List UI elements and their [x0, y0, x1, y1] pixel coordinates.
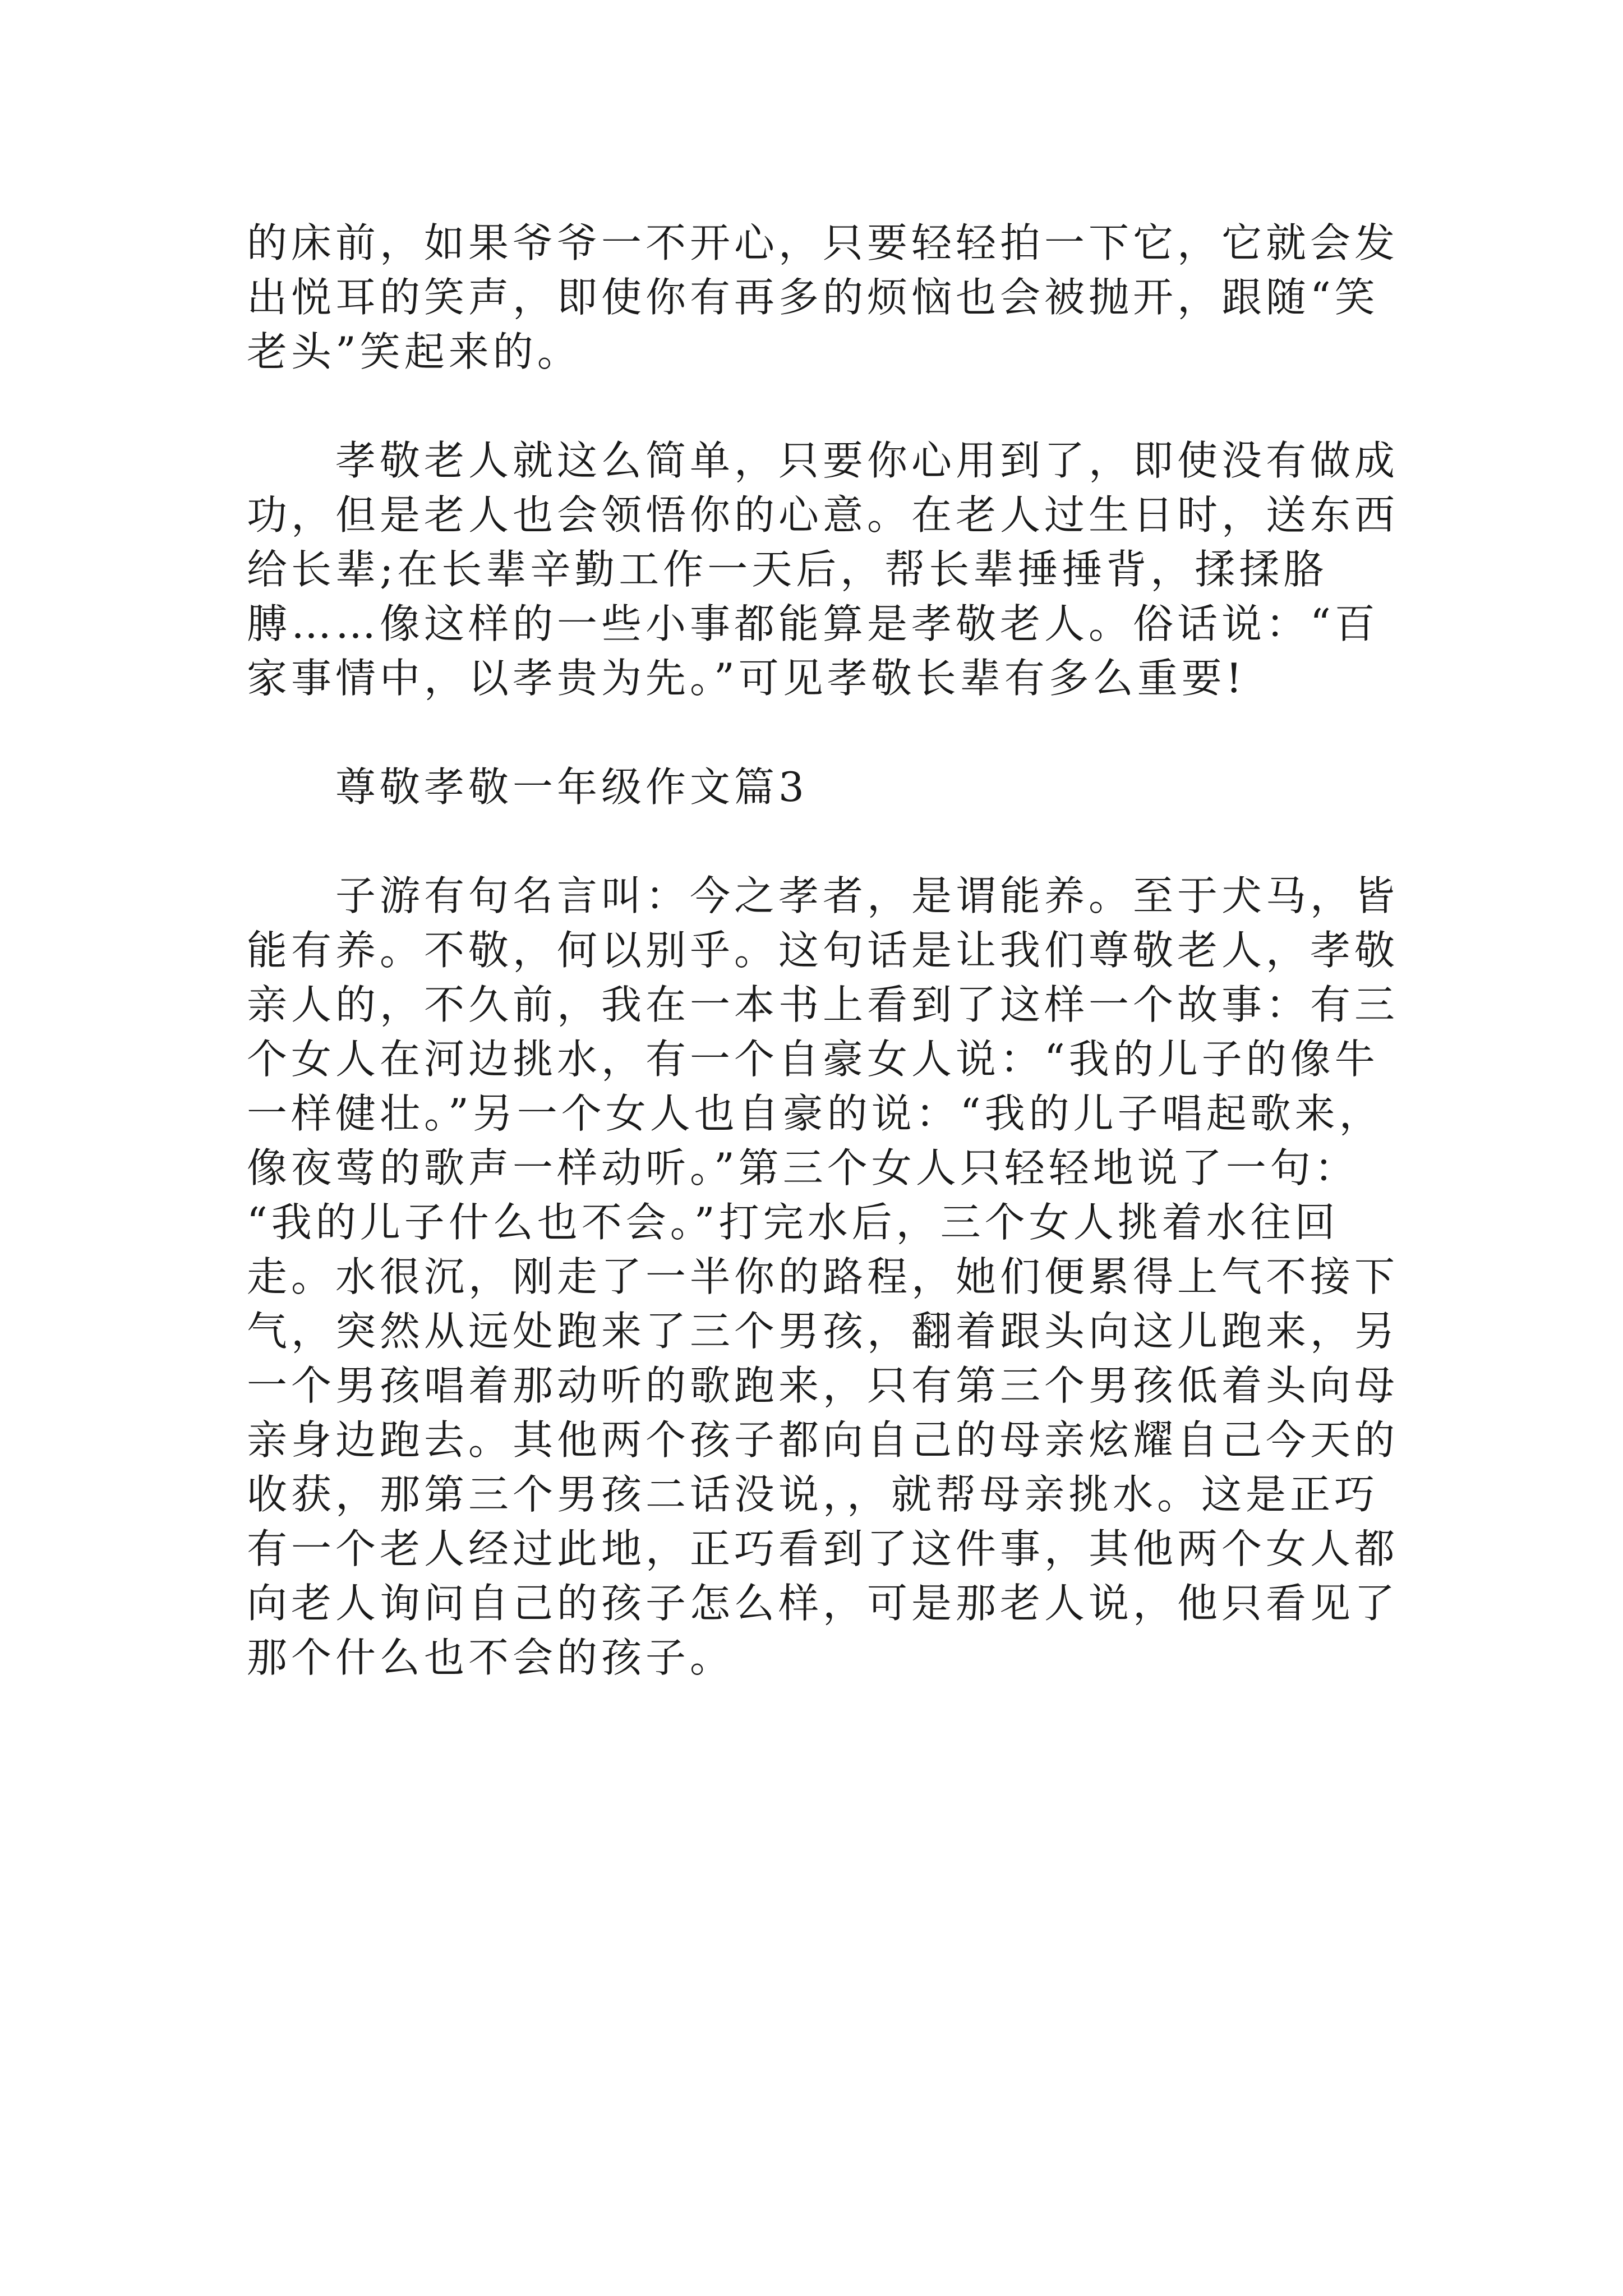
text-line: “我的儿子什么也不会。”打完水后，三个女人挑着水往回	[247, 1199, 1339, 1246]
text-line: 有一个老人经过此地，正巧看到了这件事，其他两个女人都	[247, 1525, 1399, 1572]
text-line: 给长辈;在长辈辛勤工作一天后，帮长辈捶捶背，揉揉胳	[247, 546, 1328, 593]
text-line: 的床前，如果爷爷一不开心，只要轻轻拍一下它，它就会发	[247, 219, 1399, 266]
text-line: 家事情中，以孝贵为先。”可见孝敬长辈有多么重要!	[247, 655, 1246, 702]
paragraph-3	[247, 869, 1399, 1685]
text-line: 老头”笑起来的。	[247, 328, 582, 375]
paragraph-2	[247, 434, 1399, 706]
text-line: 一个男孩唱着那动听的歌跑来，只有第三个男孩低着头向母	[247, 1362, 1399, 1409]
paragraph-gap	[247, 706, 1385, 760]
text-line: 膊……像这样的一些小事都能算是孝敬老人。俗话说：“百	[247, 600, 1379, 647]
text-line: 功，但是老人也会领悟你的心意。在老人过生日时，送东西	[247, 491, 1399, 539]
text-line: 子游有句名言叫：今之孝者，是谓能养。至于犬马，皆	[247, 872, 1399, 919]
text-line: 孝敬老人就这么简单，只要你心用到了，即使没有做成	[247, 437, 1399, 484]
text-line: 走。水很沉，刚走了一半你的路程，她们便累得上气不接下	[247, 1253, 1399, 1300]
text-line: 出悦耳的笑声，即使你有再多的烦恼也会被抛开，跟随“笑	[247, 274, 1379, 321]
text-line: 个女人在河边挑水，有一个自豪女人说：“我的儿子的像牛	[247, 1036, 1379, 1083]
text-line: 那个什么也不会的孩子。	[247, 1634, 735, 1681]
text-line: 一样健壮。”另一个女人也自豪的说：“我的儿子唱起歌来，	[247, 1090, 1384, 1137]
text-line: 气，突然从远处跑来了三个男孩，翻着跟头向这儿跑来，另	[247, 1308, 1399, 1355]
text-line: 能有养。不敬，何以别乎。这句话是让我们尊敬老人，孝敬	[247, 927, 1399, 974]
text-line: 亲身边跑去。其他两个孩子都向自己的母亲炫耀自己今天的	[247, 1416, 1399, 1464]
paragraph-gap	[247, 815, 1385, 869]
paragraph-gap	[247, 379, 1385, 434]
text-line: 收获，那第三个男孩二话没说，，就帮母亲挑水。这是正巧	[247, 1471, 1379, 1518]
essay-text	[247, 216, 1399, 1685]
text-line: 像夜莺的歌声一样动听。”第三个女人只轻轻地说了一句：	[247, 1144, 1359, 1191]
text-line: 亲人的，不久前，我在一本书上看到了这样一个故事：有三	[247, 981, 1399, 1028]
paragraph-1	[247, 216, 1399, 379]
section-title: 尊敬孝敬一年级作文篇3	[247, 763, 808, 811]
text-line: 向老人询问自己的孩子怎么样，可是那老人说，他只看见了	[247, 1580, 1399, 1627]
